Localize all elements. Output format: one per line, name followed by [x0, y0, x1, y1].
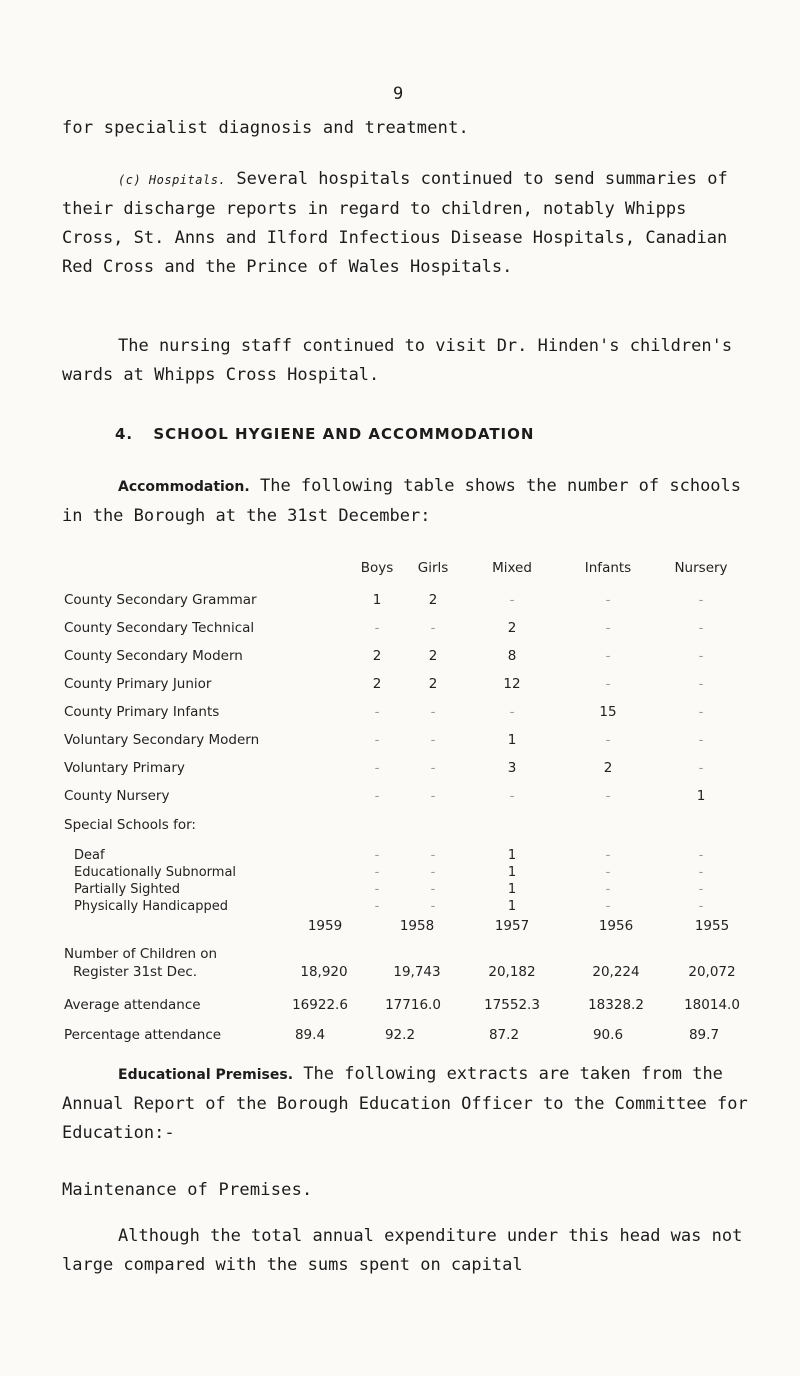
premises-label: Educational Premises. — [118, 1067, 294, 1083]
cell-mixed: 8 — [507, 648, 517, 664]
cell-mixed: 1 — [507, 865, 517, 880]
cell-infants: - — [605, 882, 611, 897]
row-label: County Secondary Grammar — [64, 592, 257, 608]
cell-boys: - — [374, 882, 380, 897]
cell-girls: 2 — [428, 648, 438, 664]
row-label: Number of Children on — [64, 946, 218, 962]
cell-nursery: - — [698, 592, 704, 608]
column-header-mixed: Mixed — [492, 560, 532, 576]
row-label: Voluntary Secondary Modern — [64, 732, 260, 748]
cell-mixed: 1 — [507, 899, 517, 914]
cell-mixed: - — [509, 592, 515, 608]
hospitals-text: Several hospitals continued to send summaries of their discharge reports in regard to children, notably Whipps Cross, St. Anns and Ilford Infectious Disease Hospitals, Canadian Red Cross and the Prince of Wales Hospitals. — [62, 169, 728, 277]
cell-1959: 16922.6 — [292, 997, 348, 1013]
cell-1957: 87.2 — [488, 1027, 520, 1043]
cell-boys: 2 — [372, 648, 382, 664]
intro-line: for specialist diagnosis and treatment. — [62, 118, 469, 138]
cell-boys: - — [374, 620, 380, 636]
column-header-infants: Infants — [584, 560, 632, 576]
cell-infants: - — [605, 592, 611, 608]
cell-1959: 89.4 — [294, 1027, 326, 1043]
row-label: County Secondary Modern — [64, 648, 243, 664]
year-header: 1958 — [399, 918, 435, 934]
cell-mixed: 1 — [507, 848, 517, 863]
cell-girls: - — [430, 620, 436, 636]
row-label: Partially Sighted — [74, 882, 180, 897]
cell-infants: - — [605, 899, 611, 914]
hospitals-label: (c) Hospitals. — [118, 173, 227, 187]
cell-1958: 17716.0 — [385, 997, 441, 1013]
cell-1955: 20,072 — [688, 964, 736, 980]
cell-1956: 18328.2 — [588, 997, 644, 1013]
premises-text: The following extracts are taken from the Annual Report of the Borough Education Officer to the Committee for Education:- — [62, 1064, 748, 1143]
cell-mixed: 2 — [507, 620, 517, 636]
cell-mixed: 3 — [507, 760, 517, 776]
column-header-boys: Boys — [360, 560, 394, 576]
cell-1957: 20,182 — [488, 964, 536, 980]
row-label: County Primary Junior — [64, 676, 212, 692]
cell-nursery: - — [698, 882, 704, 897]
row-label: Voluntary Primary — [64, 760, 185, 776]
cell-boys: - — [374, 788, 380, 804]
cell-boys: - — [374, 704, 380, 720]
cell-girls: - — [430, 788, 436, 804]
hospitals-paragraph — [62, 165, 752, 282]
cell-girls: 2 — [428, 676, 438, 692]
cell-infants: - — [605, 865, 611, 880]
year-header: 1957 — [494, 918, 530, 934]
cell-girls: - — [430, 882, 436, 897]
premises-paragraph — [62, 1060, 752, 1148]
cell-nursery: 1 — [696, 788, 706, 804]
cell-nursery: - — [698, 704, 704, 720]
cell-1955: 89.7 — [688, 1027, 720, 1043]
cell-boys: - — [374, 732, 380, 748]
cell-mixed: 1 — [507, 882, 517, 897]
cell-1959: 18,920 — [300, 964, 348, 980]
cell-boys: 1 — [372, 592, 382, 608]
row-label: Percentage attendance — [64, 1027, 222, 1043]
cell-infants: 2 — [603, 760, 613, 776]
cell-infants: - — [605, 788, 611, 804]
cell-nursery: - — [698, 732, 704, 748]
column-header-nursery: Nursery — [674, 560, 728, 576]
cell-1956: 20,224 — [592, 964, 640, 980]
cell-nursery: - — [698, 760, 704, 776]
cell-1957: 17552.3 — [484, 997, 540, 1013]
cell-infants: 15 — [599, 704, 617, 720]
cell-girls: - — [430, 848, 436, 863]
cell-mixed: - — [509, 788, 515, 804]
cell-mixed: - — [509, 704, 515, 720]
row-label: Educationally Subnormal — [74, 865, 237, 880]
cell-girls: 2 — [428, 592, 438, 608]
cell-girls: - — [430, 704, 436, 720]
cell-infants: - — [605, 848, 611, 863]
cell-nursery: - — [698, 620, 704, 636]
cell-boys: - — [374, 899, 380, 914]
row-label: Physically Handicapped — [74, 899, 229, 914]
page-number: 9 — [393, 84, 404, 104]
section-number: 4. — [115, 425, 134, 443]
cell-1958: 92.2 — [384, 1027, 416, 1043]
cell-mixed: 1 — [507, 732, 517, 748]
maintenance-title: Maintenance of Premises. — [62, 1180, 313, 1200]
cell-1958: 19,743 — [393, 964, 441, 980]
special-schools-heading: Special Schools for: — [64, 817, 196, 833]
cell-1955: 18014.0 — [684, 997, 740, 1013]
cell-nursery: - — [698, 648, 704, 664]
cell-boys: - — [374, 848, 380, 863]
accommodation-text: The following table shows the number of schools in the Borough at the 31st December: — [62, 476, 742, 526]
section-title: SCHOOL HYGIENE AND ACCOMMODATION — [153, 425, 535, 443]
year-header: 1956 — [598, 918, 634, 934]
row-label: Deaf — [74, 848, 105, 863]
year-header: 1959 — [307, 918, 343, 934]
row-label: County Secondary Technical — [64, 620, 255, 636]
accommodation-paragraph — [62, 472, 752, 531]
column-header-girls: Girls — [417, 560, 449, 576]
maintenance-paragraph: Although the total annual expenditure under this head was not large compared with the sums spent on capital — [62, 1226, 743, 1275]
cell-girls: - — [430, 899, 436, 914]
cell-boys: - — [374, 760, 380, 776]
cell-girls: - — [430, 760, 436, 776]
cell-boys: - — [374, 865, 380, 880]
cell-nursery: - — [698, 676, 704, 692]
cell-girls: - — [430, 732, 436, 748]
cell-infants: - — [605, 676, 611, 692]
cell-infants: - — [605, 620, 611, 636]
row-label: Average attendance — [64, 997, 201, 1013]
accommodation-label: Accommodation. — [118, 479, 250, 495]
cell-nursery: - — [698, 848, 704, 863]
cell-nursery: - — [698, 899, 704, 914]
year-header: 1955 — [694, 918, 730, 934]
row-label: County Primary Infants — [64, 704, 220, 720]
cell-nursery: - — [698, 865, 704, 880]
row-label-line2: Register 31st Dec. — [73, 964, 198, 980]
section-heading — [115, 425, 534, 443]
cell-girls: - — [430, 865, 436, 880]
cell-infants: - — [605, 648, 611, 664]
cell-infants: - — [605, 732, 611, 748]
cell-mixed: 12 — [503, 676, 521, 692]
cell-1956: 90.6 — [592, 1027, 624, 1043]
row-label: County Nursery — [64, 788, 170, 804]
nursing-paragraph: The nursing staff continued to visit Dr. Hinden's children's wards at Whipps Cross Hospital. — [62, 336, 733, 385]
cell-boys: 2 — [372, 676, 382, 692]
